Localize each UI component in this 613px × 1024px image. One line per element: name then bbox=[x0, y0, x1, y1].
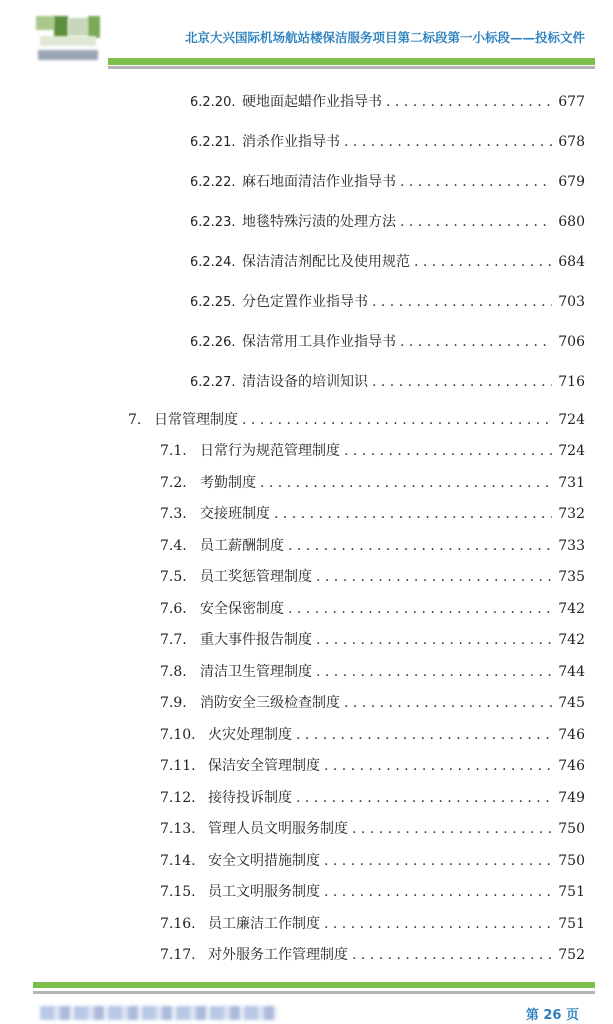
toc-entry[interactable] bbox=[160, 504, 585, 524]
toc-entry-page: 724 bbox=[558, 412, 585, 428]
toc-entry[interactable] bbox=[160, 441, 585, 461]
toc-entry-page: 680 bbox=[558, 214, 585, 230]
header-rule-green bbox=[108, 58, 595, 65]
toc-entry-title: 消杀作业指导书 bbox=[242, 134, 340, 150]
toc-entry[interactable] bbox=[190, 212, 585, 233]
toc-entry-title: 管理人员文明服务制度 bbox=[208, 821, 348, 837]
toc-entry-title: 员工廉洁工作制度 bbox=[208, 916, 320, 932]
toc-entry-title: 日常管理制度 bbox=[154, 412, 238, 428]
toc-leader-dots bbox=[400, 212, 552, 232]
toc-entry-title: 接待投诉制度 bbox=[208, 790, 292, 806]
toc-entry-number: 7.15. bbox=[160, 884, 196, 900]
toc-entry-number: 6.2.27. bbox=[190, 375, 236, 390]
footer-page-number: 第 26 页 bbox=[525, 1008, 579, 1023]
toc-entry-number: 6.2.22. bbox=[190, 175, 236, 190]
toc-entry-page: 746 bbox=[558, 727, 585, 743]
toc-entry-number: 7.9. bbox=[160, 695, 187, 711]
toc-leader-dots bbox=[400, 172, 552, 192]
toc-entry-page: 735 bbox=[558, 569, 585, 585]
toc-entry-title: 麻石地面清洁作业指导书 bbox=[242, 174, 396, 190]
toc-entry-title: 员工薪酬制度 bbox=[200, 538, 284, 554]
toc-entry[interactable] bbox=[160, 567, 585, 587]
toc-entry[interactable] bbox=[160, 819, 585, 839]
toc-entry[interactable] bbox=[190, 372, 585, 393]
toc-entry-number: 6.2.24. bbox=[190, 255, 236, 270]
toc-entry[interactable] bbox=[190, 332, 585, 353]
toc-entry-title: 清洁卫生管理制度 bbox=[200, 664, 312, 680]
toc-leader-dots bbox=[288, 599, 552, 619]
toc-entry-page: 751 bbox=[558, 916, 585, 932]
toc-entry[interactable] bbox=[160, 788, 585, 808]
toc-entry-title: 消防安全三级检查制度 bbox=[200, 695, 340, 711]
toc-entry-number: 7.8. bbox=[160, 664, 187, 680]
toc-entry[interactable] bbox=[160, 473, 585, 493]
toc-entry-page: 745 bbox=[558, 695, 585, 711]
toc-leader-dots bbox=[288, 536, 552, 556]
toc-entry-number: 7.6. bbox=[160, 601, 187, 617]
toc-entry[interactable] bbox=[190, 172, 585, 193]
toc-entry-title: 硬地面起蜡作业指导书 bbox=[242, 94, 382, 110]
toc-entry[interactable] bbox=[160, 756, 585, 776]
toc-entry-title: 安全保密制度 bbox=[200, 601, 284, 617]
toc-entry-title: 清洁设备的培训知识 bbox=[242, 374, 368, 390]
toc-entry-page: 742 bbox=[558, 632, 585, 648]
toc-entry-number: 7.12. bbox=[160, 790, 196, 806]
toc-entry-title: 火灾处理制度 bbox=[208, 727, 292, 743]
toc-entry-title: 员工奖惩管理制度 bbox=[200, 569, 312, 585]
toc-entry[interactable] bbox=[160, 851, 585, 871]
toc-entry-number: 7.16. bbox=[160, 916, 196, 932]
toc-leader-dots bbox=[324, 756, 552, 776]
toc-entry-number: 7.17. bbox=[160, 947, 196, 963]
toc-leader-dots bbox=[316, 630, 552, 650]
toc-entry-number: 7.2. bbox=[160, 475, 187, 491]
toc-leader-dots bbox=[316, 662, 552, 682]
toc-entry-page: 751 bbox=[558, 884, 585, 900]
toc-entry-number: 7.7. bbox=[160, 632, 187, 648]
toc-leader-dots bbox=[274, 504, 552, 524]
toc-entry-page: 716 bbox=[558, 374, 585, 390]
toc-leader-dots bbox=[386, 92, 552, 112]
toc-entry-page: 746 bbox=[558, 758, 585, 774]
toc-entry-number: 6.2.21. bbox=[190, 135, 236, 150]
company-logo bbox=[36, 16, 100, 66]
toc-entry-page: 750 bbox=[558, 853, 585, 869]
toc-entry-page: 679 bbox=[558, 174, 585, 190]
toc-leader-dots bbox=[242, 410, 552, 430]
toc-entry-number: 7.4. bbox=[160, 538, 187, 554]
toc-leader-dots bbox=[324, 914, 552, 934]
toc-entry-number: 7.14. bbox=[160, 853, 196, 869]
toc-entry-page: 706 bbox=[558, 334, 585, 350]
toc-entry[interactable] bbox=[160, 725, 585, 745]
toc-entry-number: 6.2.23. bbox=[190, 215, 236, 230]
toc-entry-title: 重大事件报告制度 bbox=[200, 632, 312, 648]
toc-leader-dots bbox=[344, 132, 552, 152]
toc-entry-title: 保洁常用工具作业指导书 bbox=[242, 334, 396, 350]
toc-entry-title: 对外服务工作管理制度 bbox=[208, 947, 348, 963]
header-rule-gray bbox=[108, 66, 595, 69]
toc-entry-number: 7.10. bbox=[160, 727, 196, 743]
toc-leader-dots bbox=[400, 332, 552, 352]
toc-entry[interactable] bbox=[160, 693, 585, 713]
toc-entry-title: 员工文明服务制度 bbox=[208, 884, 320, 900]
toc-entry[interactable] bbox=[160, 914, 585, 934]
toc-leader-dots bbox=[296, 788, 552, 808]
toc-leader-dots bbox=[372, 292, 552, 312]
toc-entry-title: 日常行为规范管理制度 bbox=[200, 443, 340, 459]
toc-entry[interactable] bbox=[190, 292, 585, 313]
toc-leader-dots bbox=[352, 945, 552, 965]
toc-entry-page: 732 bbox=[558, 506, 585, 522]
toc-entry-page: 750 bbox=[558, 821, 585, 837]
toc-entry[interactable] bbox=[190, 92, 585, 113]
toc-leader-dots bbox=[344, 693, 552, 713]
toc-entry-number: 7.11. bbox=[160, 758, 196, 774]
toc-entry-title: 分色定置作业指导书 bbox=[242, 294, 368, 310]
toc-entry-title: 保洁清洁剂配比及使用规范 bbox=[242, 254, 410, 270]
toc-entry[interactable] bbox=[160, 882, 585, 902]
toc-entry[interactable] bbox=[160, 945, 585, 965]
toc-leader-dots bbox=[344, 441, 552, 461]
footer-blurred-info bbox=[40, 1006, 278, 1020]
toc-leader-dots bbox=[260, 473, 552, 493]
toc-entry-page: 733 bbox=[558, 538, 585, 554]
toc-entry-page: 731 bbox=[558, 475, 585, 491]
toc-entry-title: 保洁安全管理制度 bbox=[208, 758, 320, 774]
toc-entry-number: 6.2.26. bbox=[190, 335, 236, 350]
toc-leader-dots bbox=[352, 819, 552, 839]
toc-leader-dots bbox=[324, 851, 552, 871]
toc-entry-number: 6.2.20. bbox=[190, 95, 236, 110]
toc-entry-title: 交接班制度 bbox=[200, 506, 270, 522]
toc-entry-title: 安全文明措施制度 bbox=[208, 853, 320, 869]
toc-entry-number: 7.13. bbox=[160, 821, 196, 837]
toc-entry-page: 684 bbox=[558, 254, 585, 270]
toc-entry[interactable] bbox=[190, 132, 585, 153]
toc-leader-dots bbox=[296, 725, 552, 745]
toc-entry[interactable] bbox=[128, 410, 585, 430]
toc-entry[interactable] bbox=[160, 662, 585, 682]
toc-entry-page: 703 bbox=[558, 294, 585, 310]
toc-entry-number: 7. bbox=[128, 412, 142, 428]
toc-leader-dots bbox=[316, 567, 552, 587]
toc-entry-title: 考勤制度 bbox=[200, 475, 256, 491]
toc-entry-number: 7.1. bbox=[160, 443, 187, 459]
toc-entry-number: 7.5. bbox=[160, 569, 187, 585]
toc-leader-dots bbox=[324, 882, 552, 902]
toc-entry[interactable] bbox=[160, 630, 585, 650]
toc-entry-page: 678 bbox=[558, 134, 585, 150]
toc-entry[interactable] bbox=[160, 536, 585, 556]
toc-entry[interactable] bbox=[160, 599, 585, 619]
toc-entry-page: 744 bbox=[558, 664, 585, 680]
header-title: 北京大兴国际机场航站楼保洁服务项目第二标段第一小标段——投标文件 bbox=[184, 30, 585, 45]
toc-entry-page: 749 bbox=[558, 790, 585, 806]
toc-entry-page: 724 bbox=[558, 443, 585, 459]
toc-entry[interactable] bbox=[190, 252, 585, 273]
toc-entry-title: 地毯特殊污渍的处理方法 bbox=[242, 214, 396, 230]
footer-rule-green bbox=[33, 982, 595, 988]
toc-entry-number: 7.3. bbox=[160, 506, 187, 522]
toc-leader-dots bbox=[372, 372, 552, 392]
toc-entry-page: 677 bbox=[558, 94, 585, 110]
toc-entry-page: 752 bbox=[558, 947, 585, 963]
toc-leader-dots bbox=[414, 252, 552, 272]
toc-entry-page: 742 bbox=[558, 601, 585, 617]
toc-entry-number: 6.2.25. bbox=[190, 295, 236, 310]
footer-rule-gray bbox=[33, 991, 595, 994]
